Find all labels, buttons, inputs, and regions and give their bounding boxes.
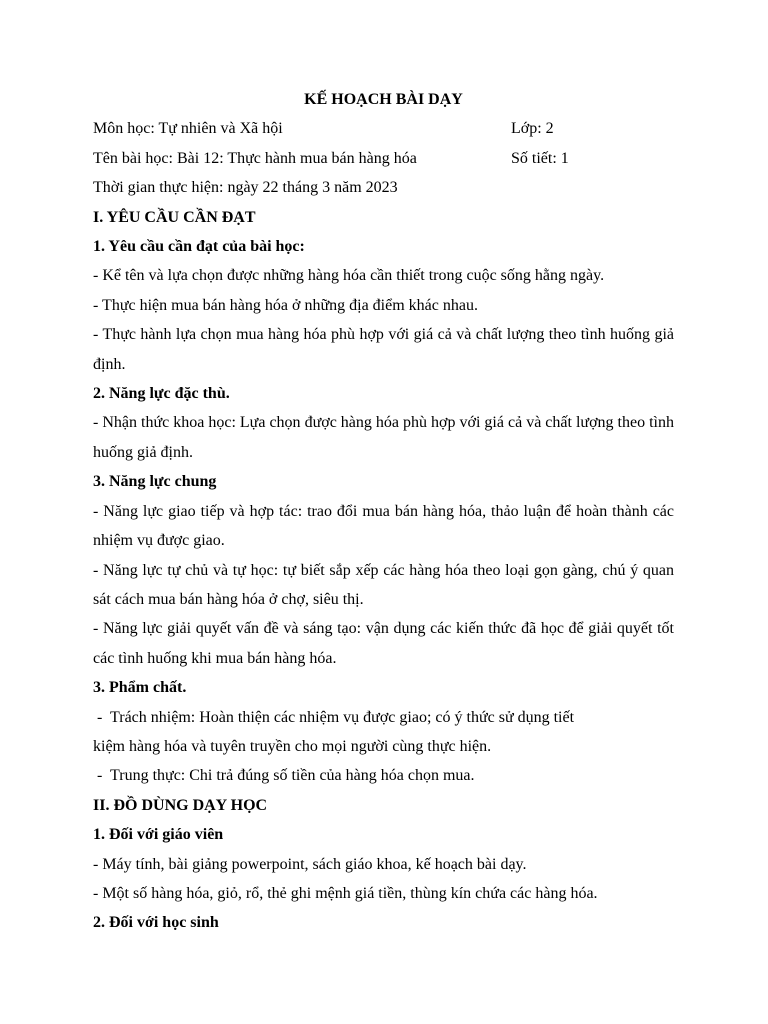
subheading-general-competence: 3. Năng lực chung [93, 473, 217, 491]
list-item: - Năng lực giao tiếp và hợp tác: trao đổi mua bán hàng hóa, thảo luận để hoàn thành các nhiệm vụ được giao. [93, 502, 674, 550]
list-item: - Máy tính, bài giảng powerpoint, sách giáo khoa, kế hoạch bài dạy. [93, 855, 527, 873]
subject-label: Môn học: Tự nhiên và Xã hội [93, 120, 283, 138]
list-item: - Thực hiện mua bán hàng hóa ở những địa điểm khác nhau. [93, 296, 478, 314]
list-item: - Năng lực giải quyết vấn đề và sáng tạo: vận dụng các kiến thức đã học để giải quyết tốt các tình huống khi mua bán hàng hóa. [93, 620, 674, 667]
subheading-qualities: 3. Phẩm chất. [93, 679, 187, 697]
section-heading-requirements: I. YÊU CẦU CẦN ĐẠT [93, 208, 256, 226]
list-item: - Thực hành lựa chọn mua hàng hóa phù hợp với giá cả và chất lượng theo tình huống giả định. [93, 326, 674, 373]
lesson-label: Tên bài học: Bài 12: Thực hành mua bán hàng hóa [93, 149, 417, 167]
document-page [93, 85, 674, 938]
list-item: - Trách nhiệm: Hoàn thiện các nhiệm vụ được giao; có ý thức sử dụng tiết [93, 708, 575, 726]
time-label: Thời gian thực hiện: ngày 22 tháng 3 năm 2023 [93, 179, 398, 197]
subheading-student: 2. Đối với học sinh [93, 914, 219, 932]
subheading-specific-competence: 2. Năng lực đặc thù. [93, 385, 230, 403]
list-item: - Kể tên và lựa chọn được những hàng hóa cần thiết trong cuộc sống hằng ngày. [93, 267, 605, 285]
periods-label: Số tiết: 1 [511, 149, 569, 167]
lesson-row [93, 144, 674, 173]
subheading-teacher: 1. Đối với giáo viên [93, 826, 224, 844]
subject-row [93, 114, 674, 143]
list-item: - Trung thực: Chi trả đúng số tiền của hàng hóa chọn mua. [93, 767, 475, 785]
class-label: Lớp: 2 [511, 120, 554, 138]
list-item: - Một số hàng hóa, giỏ, rổ, thẻ ghi mệnh giá tiền, thùng kín chứa các hàng hóa. [93, 884, 598, 902]
list-item: - Nhận thức khoa học: Lựa chọn được hàng hóa phù hợp với giá cả và chất lượng theo tình huống giả định. [93, 414, 674, 461]
section-heading-materials: II. ĐỒ DÙNG DẠY HỌC [93, 796, 268, 814]
list-item: - Năng lực tự chủ và tự học: tự biết sắp xếp các hàng hóa theo loại gọn gàng, chú ý quan sát cách mua bán hàng hóa ở chợ, siêu thị. [93, 561, 674, 608]
list-item: kiệm hàng hóa và tuyên truyền cho mọi người cùng thực hiện. [93, 737, 492, 755]
document-title: KẾ HOẠCH BÀI DẠY [304, 91, 463, 108]
subheading-lesson-requirements: 1. Yêu cầu cần đạt của bài học: [93, 238, 305, 256]
